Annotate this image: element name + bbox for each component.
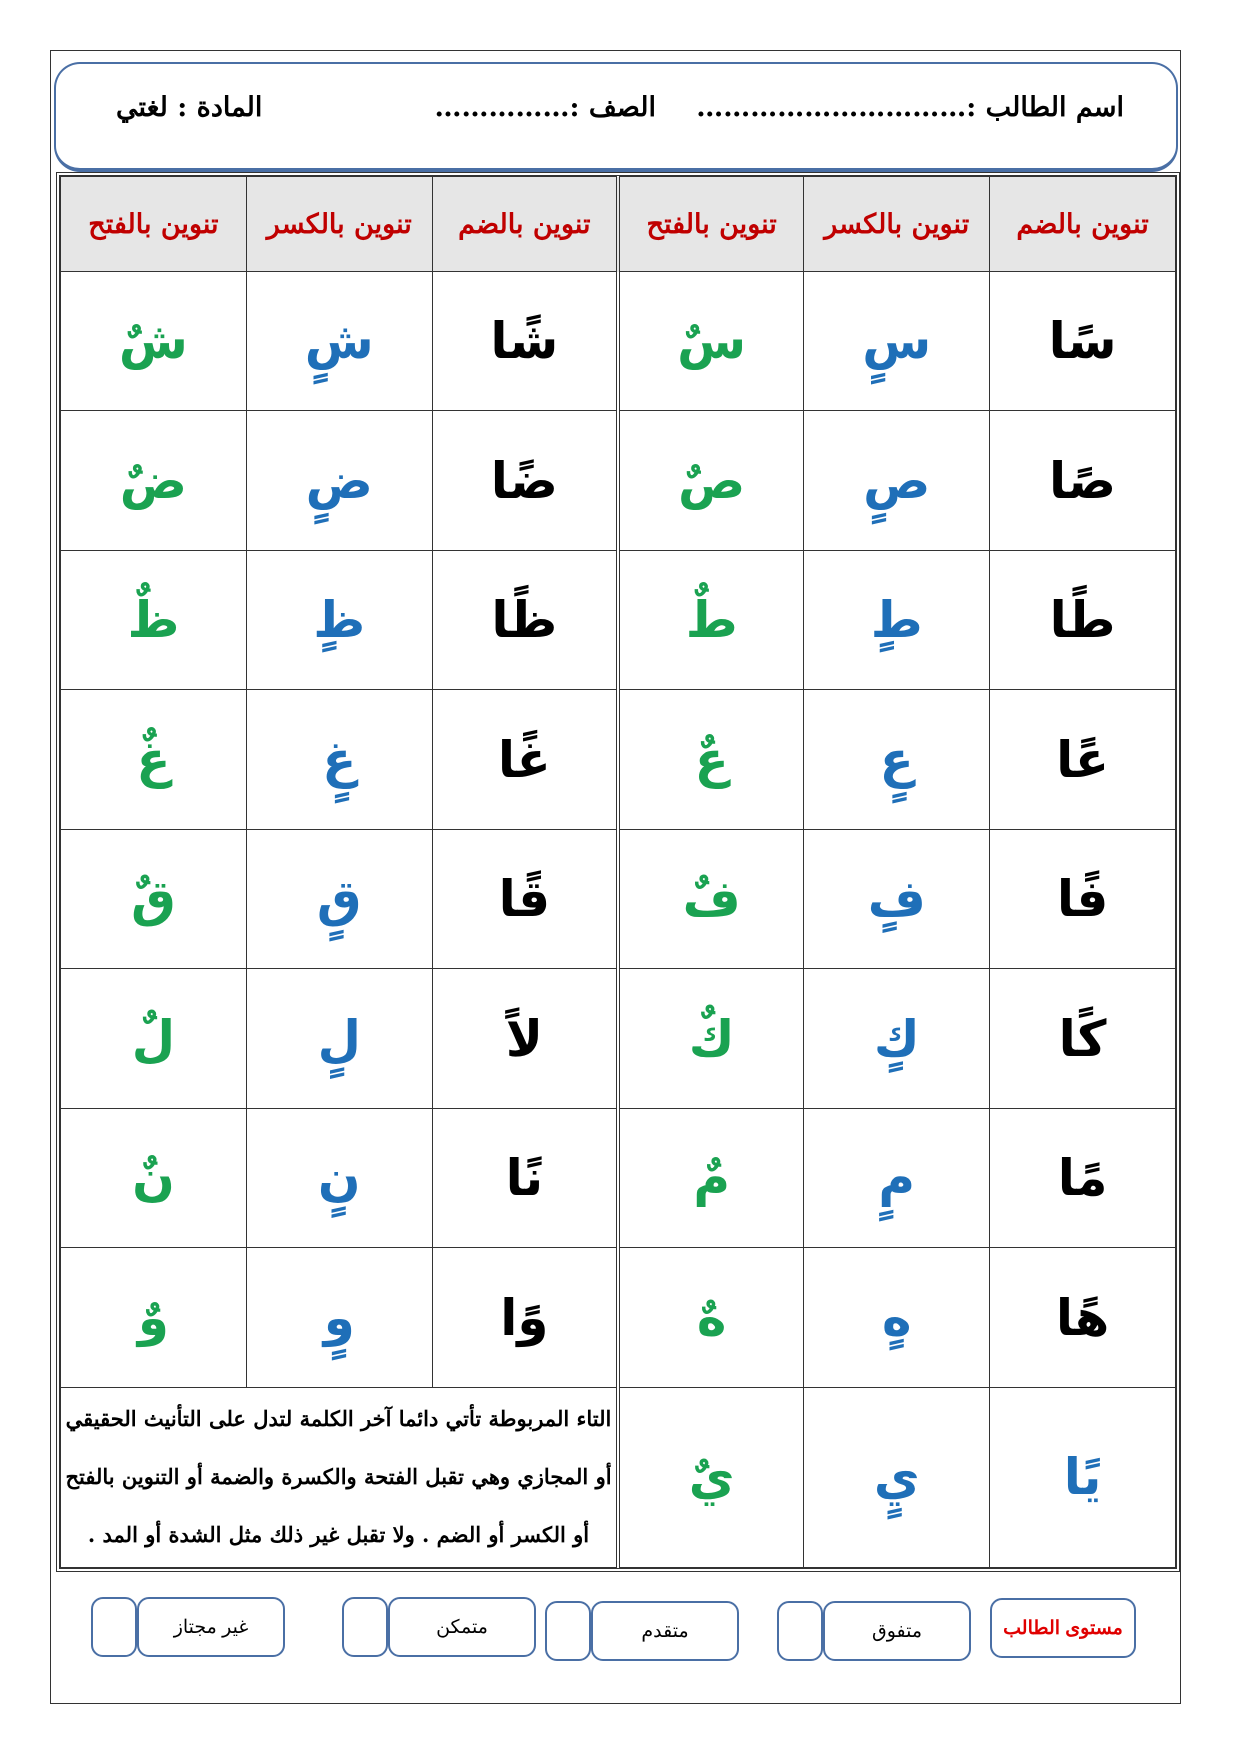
letter-kasr-left: لٍ — [246, 969, 432, 1108]
letter-fath-left: ظًا — [432, 550, 618, 689]
letter-fath-right: طًا — [990, 550, 1176, 689]
letter-kasr-right: فٍ — [804, 829, 990, 968]
letter-fath-left: ضًا — [432, 411, 618, 550]
col-header-fath-right: تنوين بالفتح — [618, 177, 804, 272]
letter-damm-left: ظٌ — [61, 550, 247, 689]
col-header-kasr-left: تنوين بالكسر — [246, 177, 432, 272]
letter-damm-right: فٌ — [618, 829, 804, 968]
letter-fath-right: صًا — [990, 411, 1176, 550]
letter-damm-right: طٌ — [618, 550, 804, 689]
subject-label: المادة : لغتي — [116, 92, 263, 123]
letter-damm-left: قٌ — [61, 829, 247, 968]
table-row — [61, 272, 1176, 411]
letter-kasr-left: قٍ — [246, 829, 432, 968]
letter-damm-right: يٌ — [618, 1387, 804, 1567]
letter-damm-left: شٌ — [61, 272, 247, 411]
letter-fath-right: عًا — [990, 690, 1176, 829]
letter-kasr-right: هٍ — [804, 1248, 990, 1387]
letter-fath-right: مًا — [990, 1108, 1176, 1247]
letter-kasr-right: سٍ — [804, 272, 990, 411]
letter-kasr-right: مٍ — [804, 1108, 990, 1247]
tanween-table — [60, 176, 1176, 1568]
letter-damm-left: غٌ — [61, 690, 247, 829]
table-row — [61, 1248, 1176, 1387]
level-excellent-checkbox[interactable] — [777, 1601, 823, 1661]
col-header-damm-right: تنوين بالضم — [990, 177, 1176, 272]
letter-damm-left: نٌ — [61, 1108, 247, 1247]
letter-damm-left: لٌ — [61, 969, 247, 1108]
letter-kasr-left: وٍ — [246, 1248, 432, 1387]
letter-fath-right: هًا — [990, 1248, 1176, 1387]
level-proficient-checkbox[interactable] — [342, 1597, 388, 1657]
tanween-table-wrapper — [56, 172, 1180, 1572]
table-row-last — [61, 1387, 1176, 1567]
col-header-fath-left: تنوين بالفتح — [61, 177, 247, 272]
taa-marbuta-note: التاء المربوطة تأتي دائما آخر الكلمة لتدل على التأنيث الحقيقي أو المجازي وهي تقبل الفتحة والكسرة والضمة أو التنوين بالفتح أو الكسر أو الضم . ولا تقبل غير ذلك مثل الشدة أو المد . — [61, 1387, 619, 1567]
letter-kasr-right: كٍ — [804, 969, 990, 1108]
letter-fath-left: شًا — [432, 272, 618, 411]
letter-fath-right: كًا — [990, 969, 1176, 1108]
level-advanced-label: متقدم — [591, 1601, 739, 1661]
letter-kasr-left: ظٍ — [246, 550, 432, 689]
letter-damm-left: ضٌ — [61, 411, 247, 550]
grade-field[interactable]: الصف :…………… — [434, 92, 656, 123]
table-row — [61, 690, 1176, 829]
letter-kasr-right: عٍ — [804, 690, 990, 829]
letter-kasr-right: طٍ — [804, 550, 990, 689]
letter-damm-right: عٌ — [618, 690, 804, 829]
level-excellent-label: متفوق — [823, 1601, 971, 1661]
letter-fath-right: سًا — [990, 272, 1176, 411]
letter-damm-right: كٌ — [618, 969, 804, 1108]
level-not-passed-checkbox[interactable] — [91, 1597, 137, 1657]
table-row — [61, 411, 1176, 550]
table-header-row — [61, 177, 1176, 272]
level-proficient-label: متمكن — [388, 1597, 536, 1657]
letter-damm-right: هٌ — [618, 1248, 804, 1387]
letter-damm-right: مٌ — [618, 1108, 804, 1247]
letter-damm-left: وٌ — [61, 1248, 247, 1387]
letter-kasr-left: شٍ — [246, 272, 432, 411]
letter-kasr-left: ضٍ — [246, 411, 432, 550]
col-header-kasr-right: تنوين بالكسر — [804, 177, 990, 272]
table-row — [61, 1108, 1176, 1247]
letter-fath-left: قًا — [432, 829, 618, 968]
student-info-header — [54, 62, 1178, 172]
letter-fath-right: فًا — [990, 829, 1176, 968]
level-advanced-checkbox[interactable] — [545, 1601, 591, 1661]
table-row — [61, 550, 1176, 689]
table-row — [61, 969, 1176, 1108]
letter-fath-left: نًا — [432, 1108, 618, 1247]
student-name-field[interactable]: اسم الطالب :………………………… — [696, 92, 1124, 123]
letter-fath-left: لاً — [432, 969, 618, 1108]
letter-kasr-right: صٍ — [804, 411, 990, 550]
letter-kasr-right: يٍ — [804, 1387, 990, 1567]
letter-fath-right: يًا — [990, 1387, 1176, 1567]
letter-damm-right: سٌ — [618, 272, 804, 411]
letter-kasr-left: غٍ — [246, 690, 432, 829]
letter-fath-left: غًا — [432, 690, 618, 829]
student-level-title: مستوى الطالب — [990, 1598, 1136, 1658]
level-not-passed-label: غير مجتاز — [137, 1597, 285, 1657]
letter-kasr-left: نٍ — [246, 1108, 432, 1247]
letter-damm-right: صٌ — [618, 411, 804, 550]
col-header-damm-left: تنوين بالضم — [432, 177, 618, 272]
letter-fath-left: وًا — [432, 1248, 618, 1387]
table-row — [61, 829, 1176, 968]
